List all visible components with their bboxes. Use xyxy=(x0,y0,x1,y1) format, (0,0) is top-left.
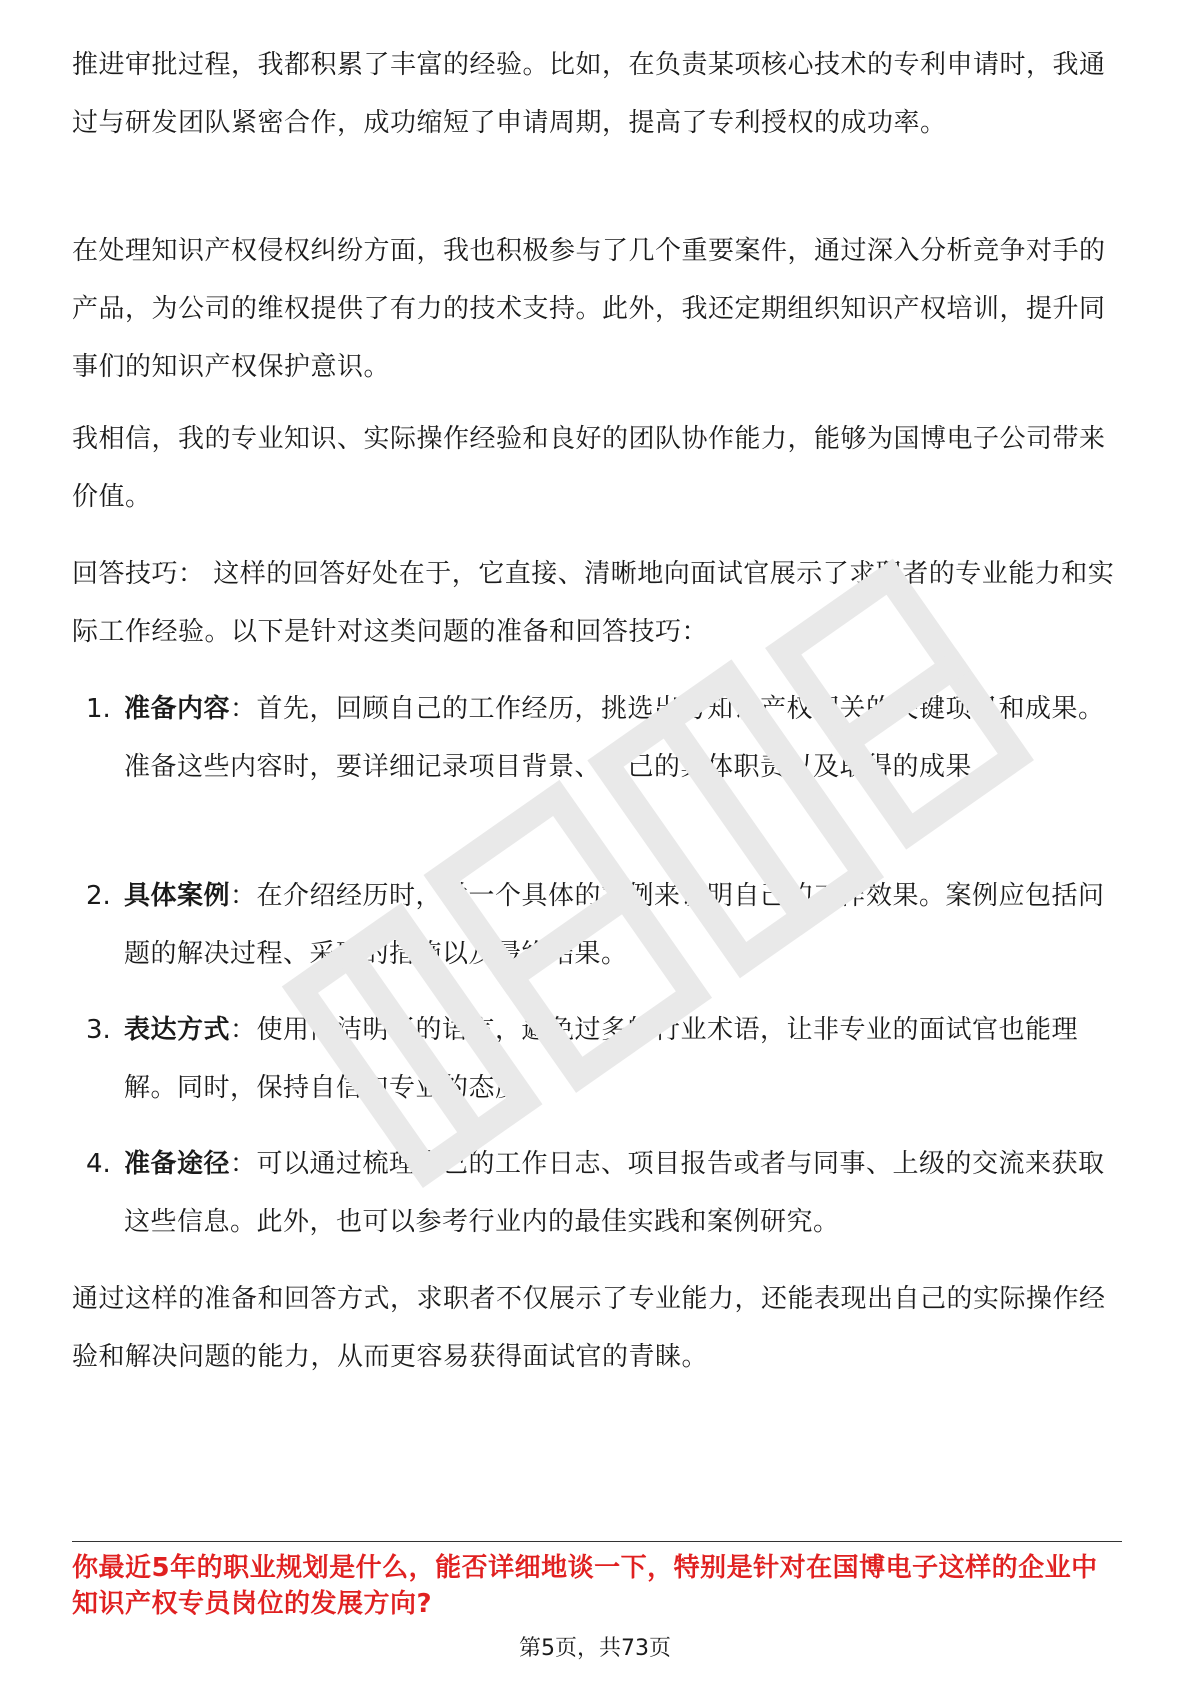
section-divider xyxy=(72,1541,1122,1542)
tip-item-2 xyxy=(72,867,1122,983)
tip-text: ：首先，回顾自己的工作经历，挑选出与知识产权相关的关键项目和成果。准备这些内容时，要详细记录项目背景、自己的具体职责以及取得的成果。 xyxy=(124,694,1105,782)
tip-number: 4. xyxy=(86,1149,111,1179)
tip-item-3 xyxy=(72,1001,1122,1117)
paragraph-answer-tips-intro: 回答技巧： 这样的回答好处在于，它直接、清晰地向面试官展示了求职者的专业能力和实际工作经验。以下是针对这类问题的准备和回答技巧： xyxy=(72,559,1115,647)
tip-item-1 xyxy=(72,680,1122,796)
tip-number: 3. xyxy=(86,1015,111,1045)
page-number-footer: 第5页，共73页 xyxy=(519,1636,671,1661)
paragraph-value-statement: 我相信，我的专业知识、实际操作经验和良好的团队协作能力，能够为国博电子公司带来价值。 xyxy=(72,424,1106,512)
tip-text: ：可以通过梳理自己的工作日志、项目报告或者与同事、上级的交流来获取这些信息。此外，也可以参考行业内的最佳实践和案例研究。 xyxy=(124,1149,1105,1237)
tip-title: 准备内容 xyxy=(124,694,231,724)
tip-title: 准备途径 xyxy=(124,1149,231,1179)
tip-title: 具体案例 xyxy=(124,881,231,911)
tip-item-4 xyxy=(72,1135,1122,1251)
paragraph-patent-experience: 推进审批过程，我都积累了丰富的经验。比如，在负责某项核心技术的专利申请时，我通过与研发团队紧密合作，成功缩短了申请周期，提高了专利授权的成功率。 xyxy=(72,50,1106,138)
tip-title: 表达方式 xyxy=(124,1015,231,1045)
paragraph-infringement-disputes: 在处理知识产权侵权纠纷方面，我也积极参与了几个重要案件，通过深入分析竞争对手的产品，为公司的维权提供了有力的技术支持。此外，我还定期组织知识产权培训，提升同事们的知识产权保护意识。 xyxy=(72,236,1106,382)
tip-text: ：使用简洁明了的语言，避免过多的行业术语，让非专业的面试官也能理解。同时，保持自信和专业的态度。 xyxy=(124,1015,1079,1103)
next-interview-question: 你最近5年的职业规划是什么，能否详细地谈一下，特别是针对在国博电子这样的企业中知识产权专员岗位的发展方向? xyxy=(72,1553,1098,1619)
tip-text: ：在介绍经历时，举一个具体的案例来说明自己的工作效果。案例应包括问题的解决过程、采取的措施以及最终结果。 xyxy=(124,881,1105,969)
tip-number: 1. xyxy=(86,694,111,724)
tip-number: 2. xyxy=(86,881,111,911)
paragraph-conclusion: 通过这样的准备和回答方式，求职者不仅展示了专业能力，还能表现出自己的实际操作经验和解决问题的能力，从而更容易获得面试官的青睐。 xyxy=(72,1284,1106,1372)
